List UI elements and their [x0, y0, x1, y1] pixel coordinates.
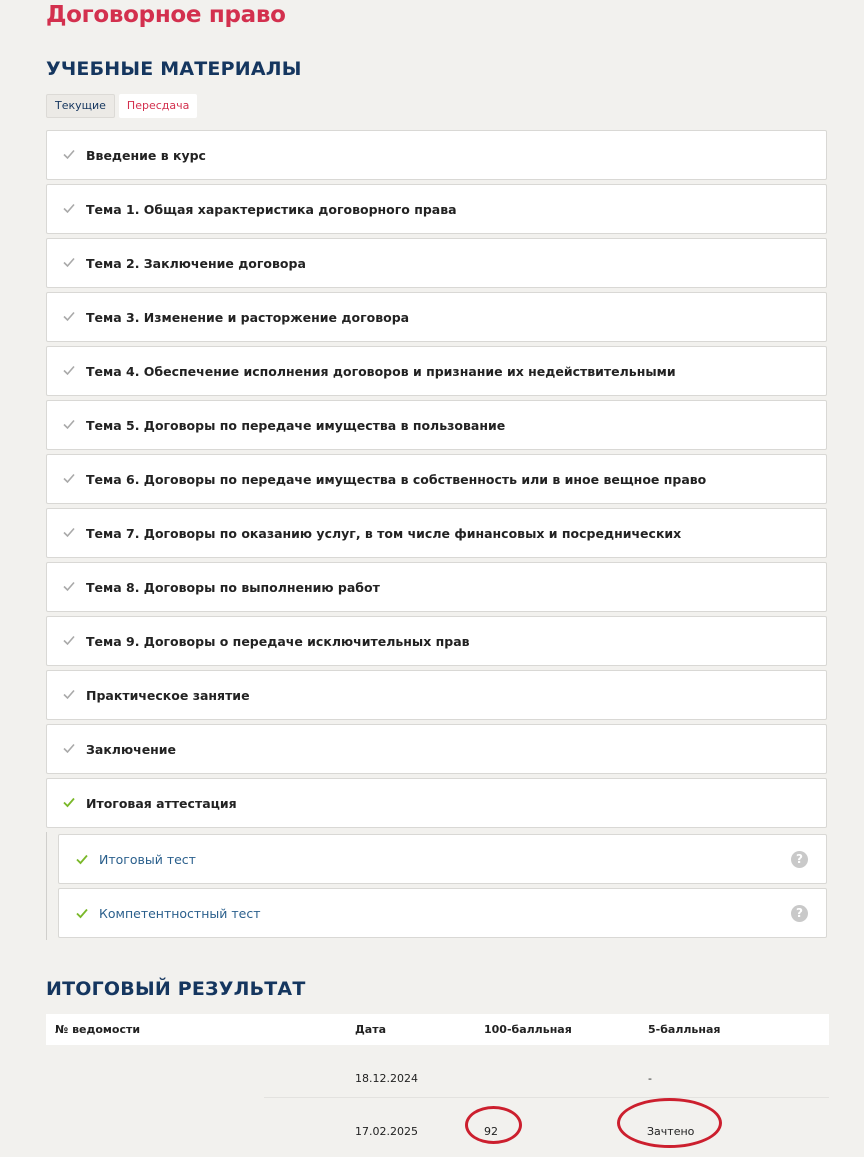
- topic-label: Практическое занятие: [86, 688, 250, 703]
- topic-label: Тема 4. Обеспечение исполнения договоров и признание их недействительными: [86, 364, 676, 379]
- result-table-header: [46, 1014, 829, 1045]
- topic-3[interactable]: [46, 292, 827, 342]
- question-circle-icon[interactable]: ?: [791, 905, 808, 922]
- checkmark-icon: [75, 906, 89, 920]
- cell-score5: -: [648, 1072, 652, 1085]
- topic-label: Тема 2. Заключение договора: [86, 256, 306, 271]
- cell-date: 18.12.2024: [355, 1072, 418, 1085]
- page-title: Договорное право: [46, 2, 286, 28]
- subitems-indent-line: [46, 832, 47, 940]
- topic-8[interactable]: [46, 562, 827, 612]
- topic-label: Тема 6. Договоры по передаче имущества в собственность или в иное вещное право: [86, 472, 707, 487]
- checkmark-icon: [62, 417, 76, 431]
- checkmark-icon: [62, 147, 76, 161]
- checkmark-icon: [62, 309, 76, 323]
- col-date: Дата: [355, 1023, 387, 1036]
- topic-label: Тема 7. Договоры по оказанию услуг, в том числе финансовых и посреднических: [86, 526, 682, 541]
- topic-9[interactable]: [46, 616, 827, 666]
- topic-7[interactable]: [46, 508, 827, 558]
- topic-label: Тема 3. Изменение и расторжение договора: [86, 310, 410, 325]
- checkmark-icon: [75, 852, 89, 866]
- checkmark-icon: [62, 255, 76, 269]
- checkmark-icon: [62, 363, 76, 377]
- col-score100: 100-балльная: [484, 1023, 572, 1036]
- cell-score5: Зачтено: [647, 1125, 695, 1138]
- topic-final-attestation[interactable]: [46, 778, 827, 828]
- materials-heading: УЧЕБНЫЕ МАТЕРИАЛЫ: [46, 58, 302, 80]
- checkmark-icon: [62, 579, 76, 593]
- topic-label: Тема 8. Договоры по выполнению работ: [86, 580, 380, 595]
- annotation-circle-score: [465, 1106, 522, 1144]
- tab-retake[interactable]: Пересдача: [119, 94, 197, 118]
- checkmark-icon: [62, 525, 76, 539]
- topic-6[interactable]: [46, 454, 827, 504]
- topic-label: Заключение: [86, 742, 177, 757]
- subitem-competence-test[interactable]: [58, 888, 827, 938]
- checkmark-icon: [62, 633, 76, 647]
- col-score5: 5-балльная: [648, 1023, 721, 1036]
- topic-conclusion[interactable]: [46, 724, 827, 774]
- topic-label: Тема 5. Договоры по передаче имущества в пользование: [86, 418, 506, 433]
- topic-practice[interactable]: [46, 670, 827, 720]
- topic-label: Итоговая аттестация: [86, 796, 237, 811]
- topic-intro[interactable]: [46, 130, 827, 180]
- col-statement: № ведомости: [55, 1023, 141, 1036]
- checkmark-icon: [62, 795, 76, 809]
- topic-label: Введение в курс: [86, 148, 206, 163]
- checkmark-icon: [62, 741, 76, 755]
- topic-5[interactable]: [46, 400, 827, 450]
- cell-score100: 92: [484, 1125, 498, 1138]
- checkmark-icon: [62, 687, 76, 701]
- annotation-circle-grade: [617, 1098, 722, 1148]
- result-heading: ИТОГОВЫЙ РЕЗУЛЬТАТ: [46, 978, 306, 1000]
- topic-1[interactable]: [46, 184, 827, 234]
- checkmark-icon: [62, 201, 76, 215]
- cell-date: 17.02.2025: [355, 1125, 418, 1138]
- topic-label: Тема 1. Общая характеристика договорного права: [86, 202, 457, 217]
- question-circle-icon[interactable]: ?: [791, 851, 808, 868]
- row-divider: [264, 1097, 829, 1098]
- subitem-label[interactable]: Компетентностный тест: [99, 906, 261, 921]
- subitem-final-test[interactable]: [58, 834, 827, 884]
- materials-tabs: [46, 94, 197, 118]
- topic-4[interactable]: [46, 346, 827, 396]
- tab-current[interactable]: Текущие: [46, 94, 115, 118]
- topic-2[interactable]: [46, 238, 827, 288]
- subitem-label[interactable]: Итоговый тест: [99, 852, 196, 867]
- checkmark-icon: [62, 471, 76, 485]
- topic-label: Тема 9. Договоры о передаче исключительных прав: [86, 634, 470, 649]
